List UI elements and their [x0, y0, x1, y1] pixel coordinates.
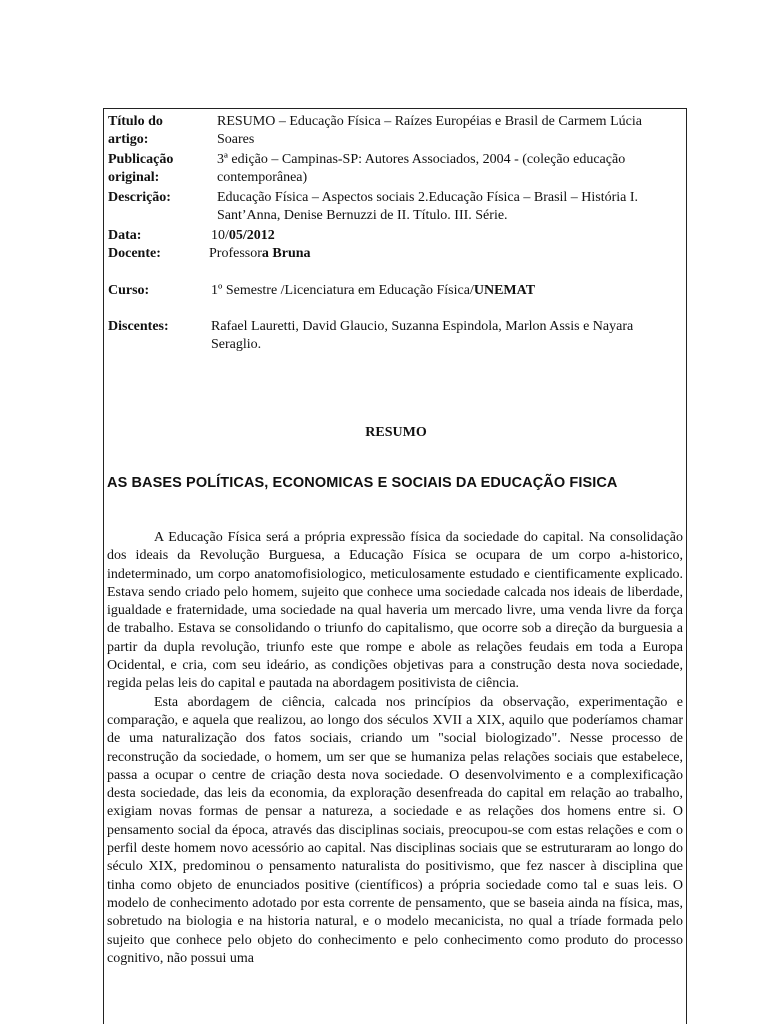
data-prefix: 10/ [211, 228, 229, 243]
body-text [107, 529, 683, 968]
titulo-value: RESUMO – Educação Física – Raízes Européias e Brasil de Carmem Lúcia Soares [217, 114, 642, 147]
document-frame [103, 108, 687, 1024]
discentes-label: Discentes: [108, 319, 169, 334]
discentes-value: Rafael Lauretti, David Glaucio, Suzanna Espindola, Marlon Assis e Nayara Seraglio. [211, 319, 634, 352]
publicacao-label: Publicação original: [108, 152, 174, 185]
paragraph: Esta abordagem de ciência, calcada nos princípios da observação, experimentação e comparação, e aquela que realizou, ao longo dos séculos XVII a XIX, aquilo que poderíamos chamar de uma naturalização dos fatos sociais, criando um "social biologizado". Nesse processo de reconstrução da sociedade, o homem, um ser que se humaniza pelas relações sociais que estabelece, passa a ocupar o centre de criação desta nova sociedade. O desenvolvimento e a complexificação desta sociedade, das leis da economia, da exploração desenfreada do capital em relação ao trabalho, exigiam novas formas de pensar a natureza, a sociedade e as relações dos homens entre si. O pensamento social da época, através das disciplinas sociais, preocupou-se com estas relações e com o perfil deste homem novo acessório ao capital. Nas disciplinas sociais que se estruturaram ao longo do século XIX, predominou o pensamento naturalista do positivismo, que fez nascer à disciplina que tinha como objeto de enunciados positive (científicos) a própria sociedade como tal e suas leis. O modelo de conhecimento adotado por esta corrente de pensamento, que se baseia ainda na física, mas, sobretudo na biologia e na historia natural, e o modelo mecanicista, no qual a tríade formada pelo sujeito que conhece pelo objeto do conhecimento e pelo conhecimento como produto do processo cognitivo, não possui uma [107, 694, 683, 966]
data-value [211, 227, 511, 245]
resumo-heading: RESUMO [365, 425, 427, 440]
publicacao-value: 3ª edição – Campinas-SP: Autores Associados, 2004 - (coleção educação contemporânea) [217, 152, 626, 185]
paragraph: A Educação Física será a própria expressão física da sociedade do capital. Na consolidação dos ideais da Revolução Burguesa, a Educação Física se ocupara de um corpo a-historico, indeterminado, um corpo anatomofisiologico, meticulosamente estudado e cientificamente explicado. Estava sendo criado pelo homem, sujeito que conhece uma sociedade calcada nos ideais de liberdade, igualdade e fraternidade, uma sociedade na qual haveria um mercado livre, uma venda livre da força de trabalho. Estava se consolidando o triunfo do capitalismo, que ocorre sob a direção da burguesia a partir da dupla revolução, triunfo este que rompe e abole as relações feudais em toda a Europa Ocidental, e cria, com seu ideário, as condições objetivas para a construção desta nova sociedade, regida pelas leis do capital e pautada na abordagem positivista de ciência. [107, 530, 683, 692]
descricao-value: Educação Física – Aspectos sociais 2.Educação Física – Brasil – História I. Sant’Anna, Denise Bernuzzi de II. Título. III. Série. [217, 190, 639, 223]
docente-value [209, 245, 509, 263]
section-title: AS BASES POLÍTICAS, ECONOMICAS E SOCIAIS DA EDUCAÇÃO FISICA [107, 475, 618, 491]
titulo-label: Título do artigo: [108, 114, 163, 147]
data-bold: 05/2012 [228, 228, 275, 243]
curso-bold: UNEMAT [473, 283, 536, 298]
curso-label: Curso: [108, 283, 150, 298]
data-label: Data: [108, 228, 142, 243]
curso-prefix: 1º Semestre /Licenciatura em Educação Física/ [211, 283, 474, 298]
curso-value [211, 282, 671, 300]
docente-label: Docente: [108, 246, 161, 261]
docente-prefix: Professor [209, 246, 262, 261]
descricao-label: Descrição: [108, 190, 171, 205]
docente-bold: a Bruna [261, 246, 311, 261]
